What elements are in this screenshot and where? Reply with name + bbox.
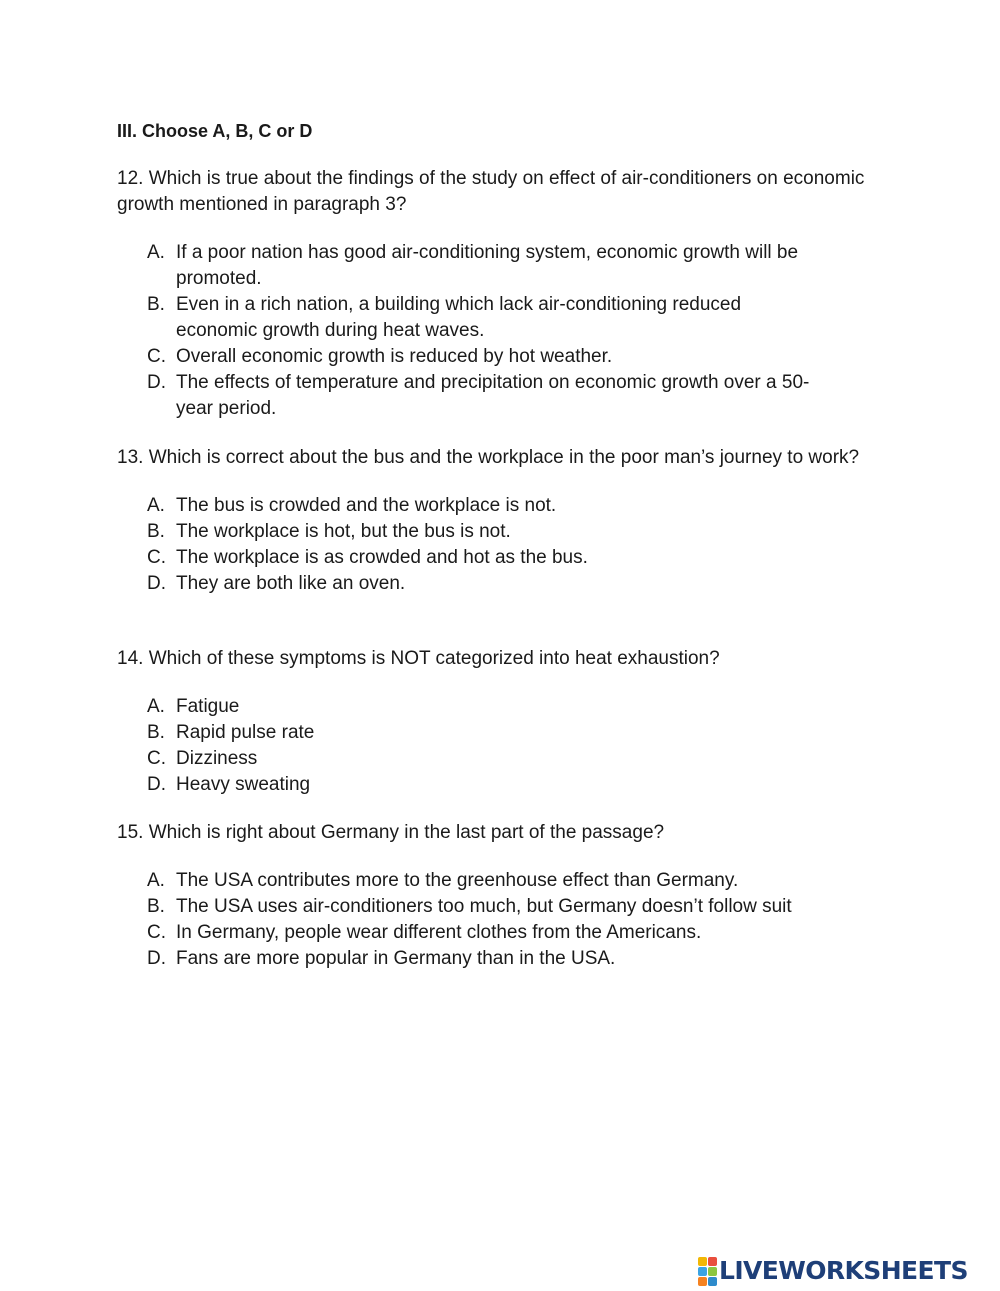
options-list [117, 694, 877, 798]
option-letter: C. [147, 922, 166, 943]
option-c[interactable] [117, 545, 877, 571]
question-text: 15. Which is right about Germany in the last part of the passage? [117, 822, 665, 843]
option-letter: A. [147, 696, 165, 717]
question-text: 13. Which is correct about the bus and the workplace in the poor man’s journey to work? [117, 447, 860, 468]
option-text: The workplace is as crowded and hot as the bus. [176, 547, 588, 568]
option-text: Heavy sweating [176, 774, 311, 795]
options-list [117, 240, 817, 422]
option-text: The USA contributes more to the greenhouse effect than Germany. [176, 870, 739, 891]
question-14 [117, 646, 877, 795]
option-letter: A. [147, 870, 165, 891]
option-text: Fatigue [176, 696, 240, 717]
option-text: The USA uses air-conditioners too much, but Germany doesn’t follow suit [176, 896, 792, 917]
option-text: In Germany, people wear different clothes from the Americans. [176, 922, 702, 943]
options-list [117, 493, 877, 597]
question-12 [117, 166, 877, 419]
option-d[interactable] [117, 772, 877, 798]
option-letter: C. [147, 748, 166, 769]
option-letter: C. [147, 547, 166, 568]
question-text: 12. Which is true about the findings of the study on effect of air-conditioners on economic growth mentioned in paragraph 3? [117, 168, 865, 215]
option-text: They are both like an oven. [176, 573, 406, 594]
option-b[interactable] [117, 292, 817, 344]
option-d[interactable] [117, 370, 817, 422]
option-text: The workplace is hot, but the bus is not. [176, 521, 511, 542]
option-text: The bus is crowded and the workplace is not. [176, 495, 557, 516]
option-text: Dizziness [176, 748, 258, 769]
option-letter: A. [147, 242, 165, 263]
option-a[interactable] [117, 493, 877, 519]
logo-block [698, 1277, 707, 1286]
option-d[interactable] [117, 946, 877, 972]
question-15 [117, 820, 877, 969]
option-a[interactable] [117, 694, 877, 720]
section-heading: III. Choose A, B, C or D [117, 121, 313, 141]
options-list [117, 868, 877, 972]
option-letter: B. [147, 521, 165, 542]
option-text: Even in a rich nation, a building which lack air-conditioning reduced economic growth during heat waves. [176, 294, 742, 341]
option-text: Overall economic growth is reduced by hot weather. [176, 346, 613, 367]
option-a[interactable] [117, 868, 877, 894]
logo-block [698, 1257, 707, 1266]
option-letter: C. [147, 346, 166, 367]
option-c[interactable] [117, 344, 817, 370]
option-b[interactable] [117, 519, 877, 545]
logo-block [708, 1257, 717, 1266]
option-letter: D. [147, 774, 166, 795]
option-b[interactable] [117, 720, 877, 746]
logo-text: LIVEWORKSHEETS [719, 1256, 968, 1285]
logo-block [708, 1267, 717, 1276]
question-13 [117, 445, 877, 594]
option-b[interactable] [117, 894, 877, 920]
option-letter: D. [147, 372, 166, 393]
option-letter: A. [147, 495, 165, 516]
option-c[interactable] [117, 920, 877, 946]
option-text: Rapid pulse rate [176, 722, 315, 743]
question-text: 14. Which of these symptoms is NOT categorized into heat exhaustion? [117, 648, 720, 669]
option-d[interactable] [117, 571, 877, 597]
logo-block [698, 1267, 707, 1276]
logo-block [708, 1277, 717, 1286]
option-text: The effects of temperature and precipitation on economic growth over a 50-year period. [176, 372, 810, 419]
option-letter: B. [147, 896, 165, 917]
option-letter: D. [147, 948, 166, 969]
liveworksheets-logo-icon [698, 1257, 717, 1286]
option-letter: D. [147, 573, 166, 594]
option-letter: B. [147, 722, 165, 743]
liveworksheets-logo[interactable] [698, 1256, 968, 1286]
option-letter: B. [147, 294, 165, 315]
option-c[interactable] [117, 746, 877, 772]
option-text: If a poor nation has good air-conditioning system, economic growth will be promoted. [176, 242, 799, 289]
option-text: Fans are more popular in Germany than in the USA. [176, 948, 616, 969]
option-a[interactable] [117, 240, 817, 292]
